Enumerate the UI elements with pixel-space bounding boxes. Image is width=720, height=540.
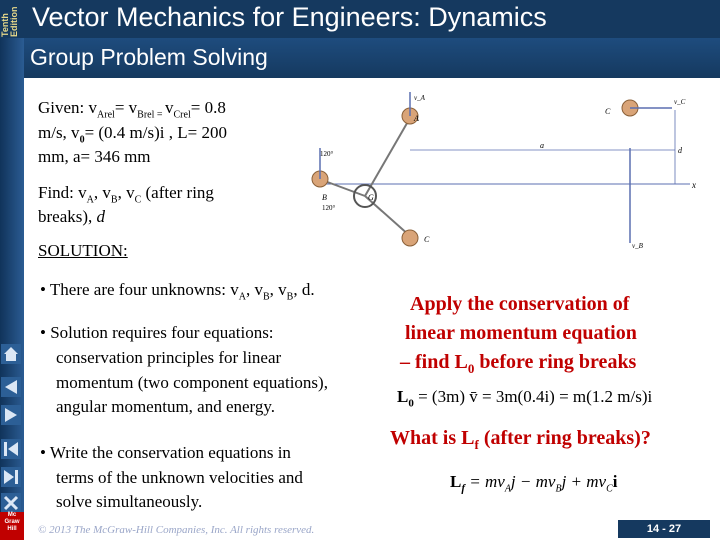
home-icon[interactable]: [0, 343, 22, 365]
bullet-equations: • Solution requires four equations:: [40, 323, 274, 342]
first-slide-icon[interactable]: [0, 376, 22, 398]
page-number: 14 - 27: [618, 520, 710, 538]
bullet-equations-line2: conservation principles for linear: [56, 348, 282, 367]
solution-label: SOLUTION:: [38, 241, 128, 260]
copyright-text: © 2013 The McGraw-Hill Companies, Inc. All rights reserved.: [38, 524, 315, 536]
C-label-top: C: [605, 107, 611, 116]
back-slide-icon[interactable]: [0, 438, 22, 460]
bullet-solve-line3: solve simultaneously.: [56, 492, 203, 511]
G-label: G: [368, 193, 374, 202]
given-line-3: mm, a= 346 mm: [38, 147, 151, 166]
x-axis-label: x: [692, 180, 696, 190]
page-title: Vector Mechanics for Engineers: Dynamics: [32, 2, 547, 32]
C-label-bottom: C: [424, 235, 430, 244]
what-is-Lf-callout: What is $L_f$ (after ring breaks)?: [390, 427, 651, 452]
bullet-equations-line3: momentum (two component equations),: [56, 373, 328, 392]
previous-slide-icon[interactable]: [0, 404, 22, 426]
edition-label: Tenth Edition: [0, 6, 19, 37]
apply-callout-line2: linear momentum equation: [405, 322, 637, 344]
apply-callout-line3: – find $L_0$ before ring breaks: [400, 351, 637, 376]
vA-label: v_A: [414, 94, 425, 102]
B-label: B: [322, 193, 327, 202]
bullet-solve: • Write the conservation equations in: [40, 443, 291, 462]
ball-C: [402, 230, 418, 246]
ring-system-diagram: [310, 88, 710, 258]
a-label: a: [540, 141, 544, 150]
mcgraw-hill-logo: Mc Graw Hill: [0, 512, 24, 540]
page-subtitle: Group Problem Solving: [30, 44, 268, 70]
bullet-equations-line4: angular momentum, and energy.: [56, 397, 276, 416]
left-navigation-strip: [0, 38, 24, 540]
given-line-2: m/s, $v_0= (0.4$ m/s)i , L= 200: [38, 123, 227, 146]
A-label: A: [414, 114, 419, 123]
d-label: d: [678, 146, 682, 155]
bullet-unknowns: • There are four unknowns: $v_A$, $v_B$, $v_B$, d.: [40, 280, 315, 303]
vB-label: v_B: [632, 242, 643, 250]
angle-label-1: 120°: [320, 150, 334, 158]
next-slide-icon[interactable]: [0, 466, 22, 488]
angle-label-2: 120°: [322, 204, 336, 212]
vC-label: v_C: [674, 98, 686, 106]
bullet-solve-line2: terms of the unknown velocities and: [56, 468, 303, 487]
apply-callout-line1: Apply the conservation of: [410, 293, 630, 315]
L0-equation: $L_0 = (3m)$ v̄ = 3m(0.4i) = m(1.2 m/s)i: [397, 387, 653, 410]
find-line-2: breaks), d: [38, 207, 106, 226]
given-line-1: Given: $v_{Arel}= v_{Brel =}$ $v_{Crel}= 0.8$: [38, 98, 226, 121]
exit-icon[interactable]: [0, 492, 22, 514]
rod-C: [365, 196, 410, 236]
Lf-equation: $L_f = mv_Aj - mv_Bj + mv_Ci$: [450, 472, 618, 495]
find-line-1: Find: $v_A$, $v_B$, $v_C$ (after ring: [38, 183, 214, 206]
